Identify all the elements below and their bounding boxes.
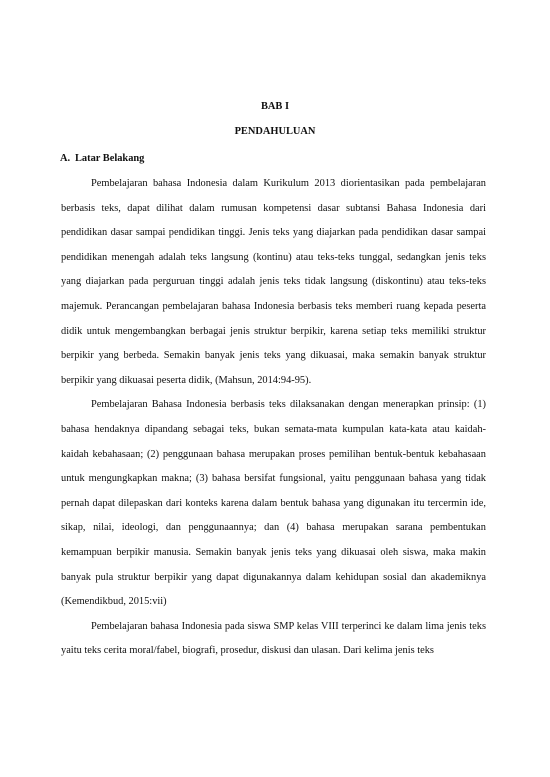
paragraph: Pembelajaran bahasa Indonesia dalam Kurikulum 2013 diorientasikan pada pembelajaran berbasis teks, dapat dilihat dalam rumusan kompetensi dasar subtansi Bahasa Indonesia dari pendidikan dasar sampai pendidikan tinggi. Jenis teks yang diajarkan pada pendidikan dasar sampai pendidikan menengah adalah teks langsung (kontinu) atau teks-teks tunggal, sedangkan jenis teks yang diajarkan pada perguruan tinggi adalah jenis teks tidak langsung (diskontinu) atau teks-teks majemuk. Perancangan pembelajaran bahasa Indonesia berbasis teks memberi ruang kepada peserta didik untuk mengembangkan berbagai jenis struktur berpikir, karena setiap teks memiliki struktur berpikir yang berbeda. Semakin banyak jenis teks yang dikuasai, maka semakin banyak struktur berpikir yang dikuasai peserta didik, (Mahsun, 2014:94-95). [61, 178, 486, 386]
body-text [61, 172, 486, 664]
section-title: Latar Belakang [75, 153, 145, 164]
section-number: A. [60, 153, 71, 164]
chapter-label: BAB I [260, 101, 289, 112]
section-heading [60, 153, 144, 165]
paragraph: Pembelajaran bahasa Indonesia pada siswa SMP kelas VIII terperinci ke dalam lima jenis teks yaitu teks cerita moral/fabel, biografi, prosedur, diskusi dan ulasan. Dari kelima jenis teks [61, 620, 486, 657]
chapter-title: PENDAHULUAN [234, 126, 316, 137]
paragraph: Pembelajaran Bahasa Indonesia berbasis teks dilaksanakan dengan menerapkan prinsip: (1) bahasa hendaknya dipandang sebagai teks, bukan semata-mata kumpulan kata-kata atau kaidah-kaidah kebahasaan; (2) penggunaan bahasa merupakan proses pemilihan bentuk-bentuk kebahasaan untuk mengungkapkan makna; (3) bahasa bersifat fungsional, yaitu penggunaan bahasa yang tidak pernah dapat dilepaskan dari konteks karena dalam bentuk bahasa yang digunakan itu tercermin ide, sikap, nilai, ideologi, dan penggunaannya; dan (4) bahasa merupakan sarana pembentukan kemampuan berpikir manusia. Semakin banyak jenis teks yang dikuasai oleh siswa, maka makin banyak pula struktur berpikir yang dapat digunakannya dalam kehidupan sosial dan akademiknya (Kemendikbud, 2015:vii) [61, 399, 486, 608]
